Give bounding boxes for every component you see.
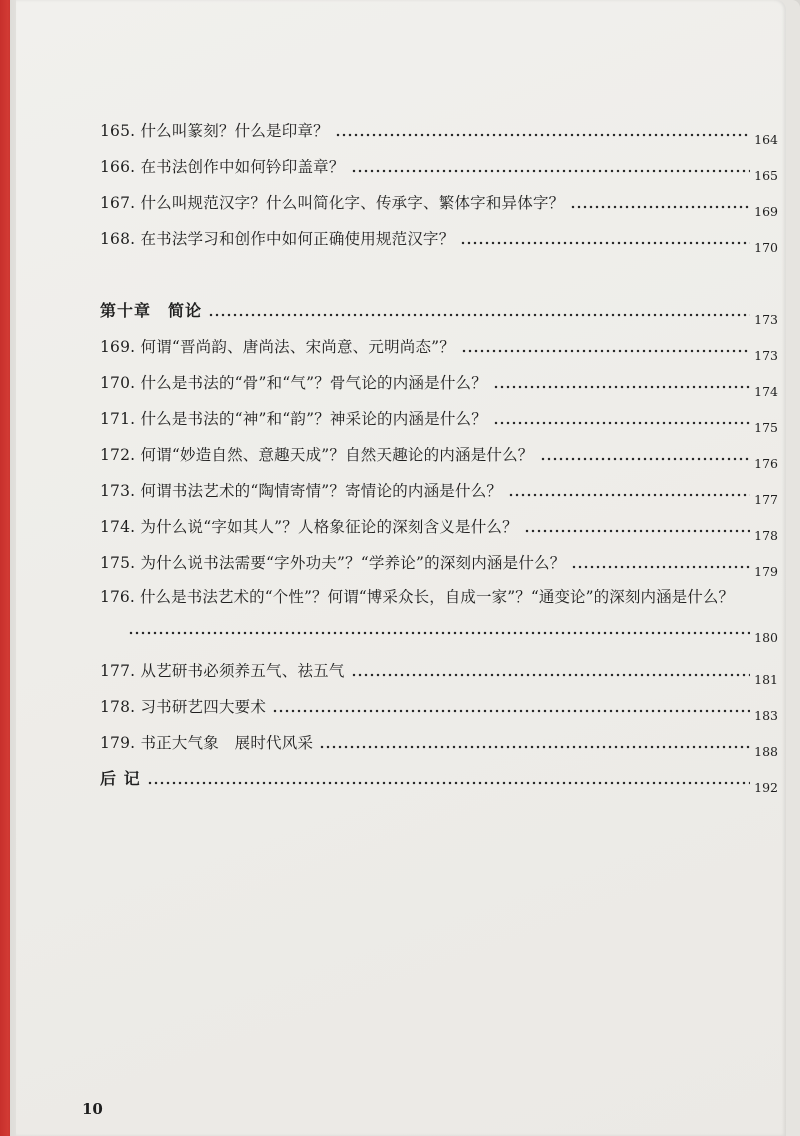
toc-entry-171[interactable]	[100, 406, 778, 435]
afterword-title: 后 记	[100, 769, 141, 788]
toc-entry-169[interactable]	[100, 334, 778, 363]
entry-title: 169. 何谓“晋尚韵、唐尚法、宋尚意、元明尚态”？	[100, 338, 455, 356]
toc-entry-172[interactable]	[100, 442, 778, 471]
dot-leader	[570, 205, 750, 209]
entry-title: 167. 什么叫规范汉字？什么叫简化字、传承字、繁体字和异体字？	[100, 194, 565, 212]
toc-entry-178[interactable]	[100, 694, 778, 723]
entry-page: 165	[754, 168, 778, 183]
dot-leader	[508, 493, 750, 497]
toc-entry-179[interactable]	[100, 730, 778, 759]
dot-leader	[147, 781, 751, 785]
entry-title: 172. 何谓“妙造自然、意趣天成”？自然天趣论的内涵是什么？	[100, 446, 534, 464]
toc-entry-175[interactable]	[100, 550, 778, 579]
dot-leader	[493, 421, 750, 425]
entry-title: 175. 为什么说书法需要“字外功夫”？“学养论”的深刻内涵是什么？	[100, 554, 566, 572]
dot-leader	[208, 313, 750, 317]
dot-leader	[461, 349, 750, 353]
entry-title: 168. 在书法学习和创作中如何正确使用规范汉字？	[100, 230, 455, 248]
toc-entry-167[interactable]	[100, 190, 778, 219]
toc-entry-173[interactable]	[100, 478, 778, 507]
entry-page: 175	[754, 420, 778, 435]
dot-leader	[540, 457, 751, 461]
entry-page: 183	[754, 708, 778, 723]
entry-title: 176. 什么是书法艺术的“个性”？何谓“博采众长，自成一家”？“通变论”的深刻内涵是什么？	[100, 588, 735, 606]
entry-page: 173	[754, 312, 778, 327]
toc-entry-174[interactable]	[100, 514, 778, 543]
entry-title: 170. 什么是书法的“骨”和“气”？骨气论的内涵是什么？	[100, 374, 487, 392]
book-page	[16, 0, 786, 1136]
dot-leader	[351, 673, 751, 677]
entry-page: 176	[754, 456, 778, 471]
entry-page: 174	[754, 384, 778, 399]
dot-leader	[460, 241, 750, 245]
entry-page: 164	[754, 132, 778, 147]
entry-page: 179	[754, 564, 778, 579]
entry-title: 179. 书正大气象 展时代风采	[100, 734, 314, 752]
entry-title: 165. 什么叫篆刻？什么是印章？	[100, 122, 329, 140]
toc-entry-168[interactable]	[100, 226, 778, 255]
dot-leader	[351, 169, 751, 173]
entry-page: 181	[754, 672, 778, 687]
toc-entry-170[interactable]	[100, 370, 778, 399]
dot-leader	[272, 709, 750, 713]
toc-entry-177[interactable]	[100, 658, 778, 687]
entry-title: 177. 从艺研书必须养五气、祛五气	[100, 662, 345, 680]
entry-title: 174. 为什么说“字如其人”？人格象征论的深刻含义是什么？	[100, 518, 518, 536]
toc-entry-165[interactable]	[100, 118, 778, 147]
entry-page: 178	[754, 528, 778, 543]
toc-entry-166[interactable]	[100, 154, 778, 183]
dot-leader	[319, 745, 750, 749]
page-number: 10	[82, 1100, 103, 1118]
dot-leader	[571, 565, 750, 569]
entry-page: 192	[754, 780, 778, 795]
dot-leader	[128, 631, 750, 635]
entry-page: 188	[754, 744, 778, 759]
entry-page: 169	[754, 204, 778, 219]
toc-entry-176[interactable]	[100, 586, 778, 645]
entry-title: 173. 何谓书法艺术的“陶情寄情”？寄情论的内涵是什么？	[100, 482, 503, 500]
entry-page: 173	[754, 348, 778, 363]
entry-title: 166. 在书法创作中如何钤印盖章？	[100, 158, 345, 176]
toc-afterword[interactable]	[100, 766, 778, 795]
entry-title: 171. 什么是书法的“神”和“韵”？神采论的内涵是什么？	[100, 410, 487, 428]
entry-title: 178. 习书研艺四大要术	[100, 698, 267, 716]
dot-leader	[524, 529, 750, 533]
toc-chapter-10[interactable]	[100, 298, 778, 327]
dot-leader	[493, 385, 750, 389]
entry-page: 170	[754, 240, 778, 255]
entry-page: 177	[754, 492, 778, 507]
dot-leader	[335, 133, 750, 137]
chapter-title: 第十章 简论	[100, 301, 203, 320]
entry-page: 180	[754, 630, 778, 645]
